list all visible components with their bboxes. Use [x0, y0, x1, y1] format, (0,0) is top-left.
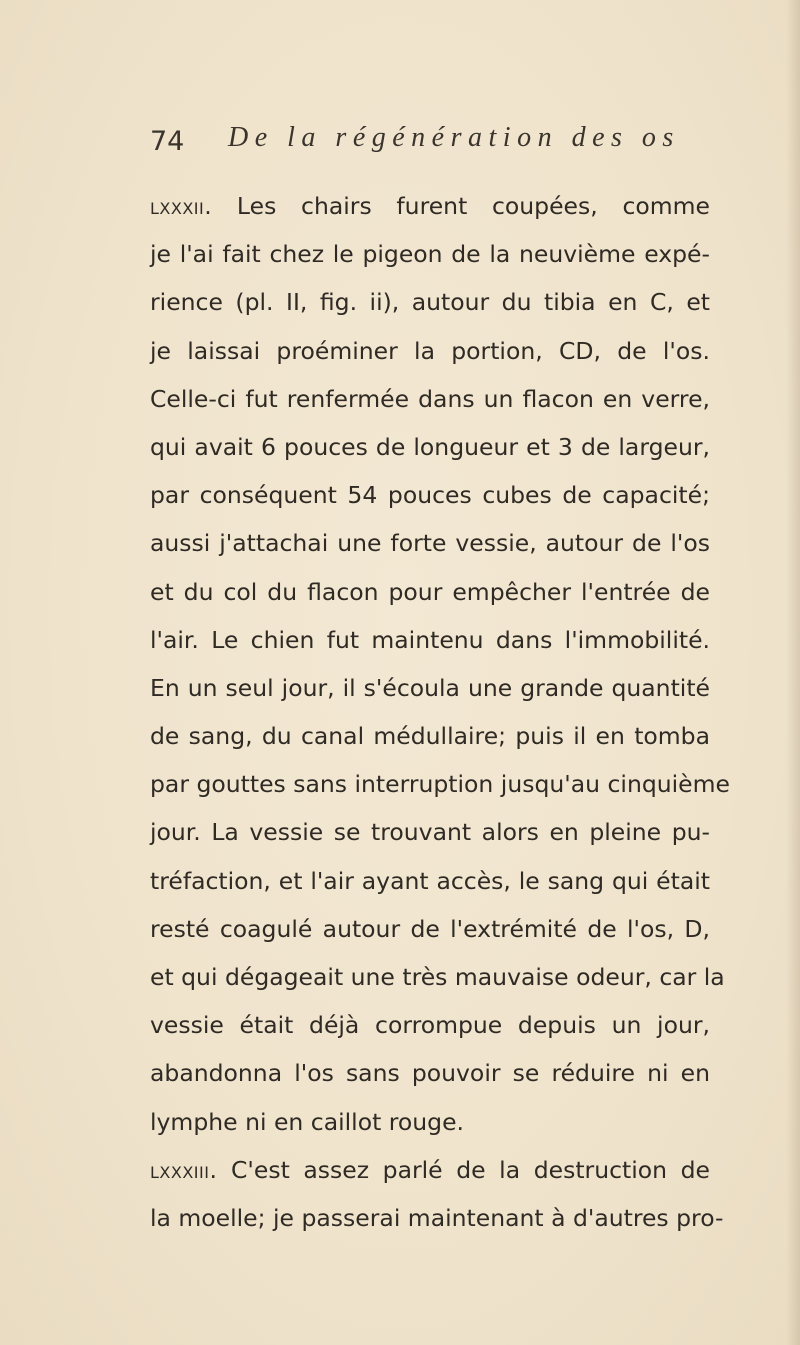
text-line: lxxxiii. C'est assez parlé de la destruction de — [150, 1155, 710, 1184]
text-line: tréfaction, et l'air ayant accès, le sang qui était — [150, 866, 710, 895]
page-number: 74 — [150, 126, 185, 157]
text-line: lymphe ni en caillot rouge. — [150, 1107, 465, 1136]
text-line: lxxxii. Les chairs furent coupées, comme — [150, 192, 710, 220]
text-line: la moelle; je passerai maintenant à d'autres pro- — [150, 1203, 724, 1232]
running-title: De la régénération des os — [228, 122, 680, 153]
page-header — [150, 122, 680, 162]
text-line: l'air. Le chien fut maintenu dans l'immobilité. — [150, 625, 710, 654]
text-line: abandonna l'os sans pouvoir se réduire ni en — [150, 1059, 710, 1088]
text-line: qui avait 6 pouces de longueur et 3 de largeur, — [150, 432, 710, 461]
text-line: resté coagulé autour de l'extrémité de l'os, D, — [150, 914, 710, 943]
text-line: par conséquent 54 pouces cubes de capacité; — [150, 481, 710, 510]
text-line: jour. La vessie se trouvant alors en pleine pu- — [150, 818, 710, 847]
text-line: Celle-ci fut renfermée dans un flacon en verre, — [150, 384, 710, 413]
page-edge-shadow — [786, 0, 800, 1345]
text-line: par gouttes sans interruption jusqu'au cinquième — [150, 770, 730, 799]
text-line: je l'ai fait chez le pigeon de la neuvième expé- — [150, 240, 710, 269]
text-line: rience (pl. II, fig. ii), autour du tibia en C, et — [150, 288, 710, 317]
text-line: aussi j'attachai une forte vessie, autour de l'os — [150, 529, 710, 558]
text-line: En un seul jour, il s'écoula une grande quantité — [150, 673, 710, 702]
text-line: et qui dégageait une très mauvaise odeur, car la — [150, 963, 725, 991]
text-line: et du col du flacon pour empêcher l'entrée de — [150, 577, 710, 606]
body-text — [150, 182, 730, 1242]
text-line: vessie était déjà corrompue depuis un jour, — [150, 1011, 710, 1040]
text-line: de sang, du canal médullaire; puis il en tomba — [150, 722, 710, 751]
text-line: je laissai proéminer la portion, CD, de l'os. — [150, 336, 710, 365]
